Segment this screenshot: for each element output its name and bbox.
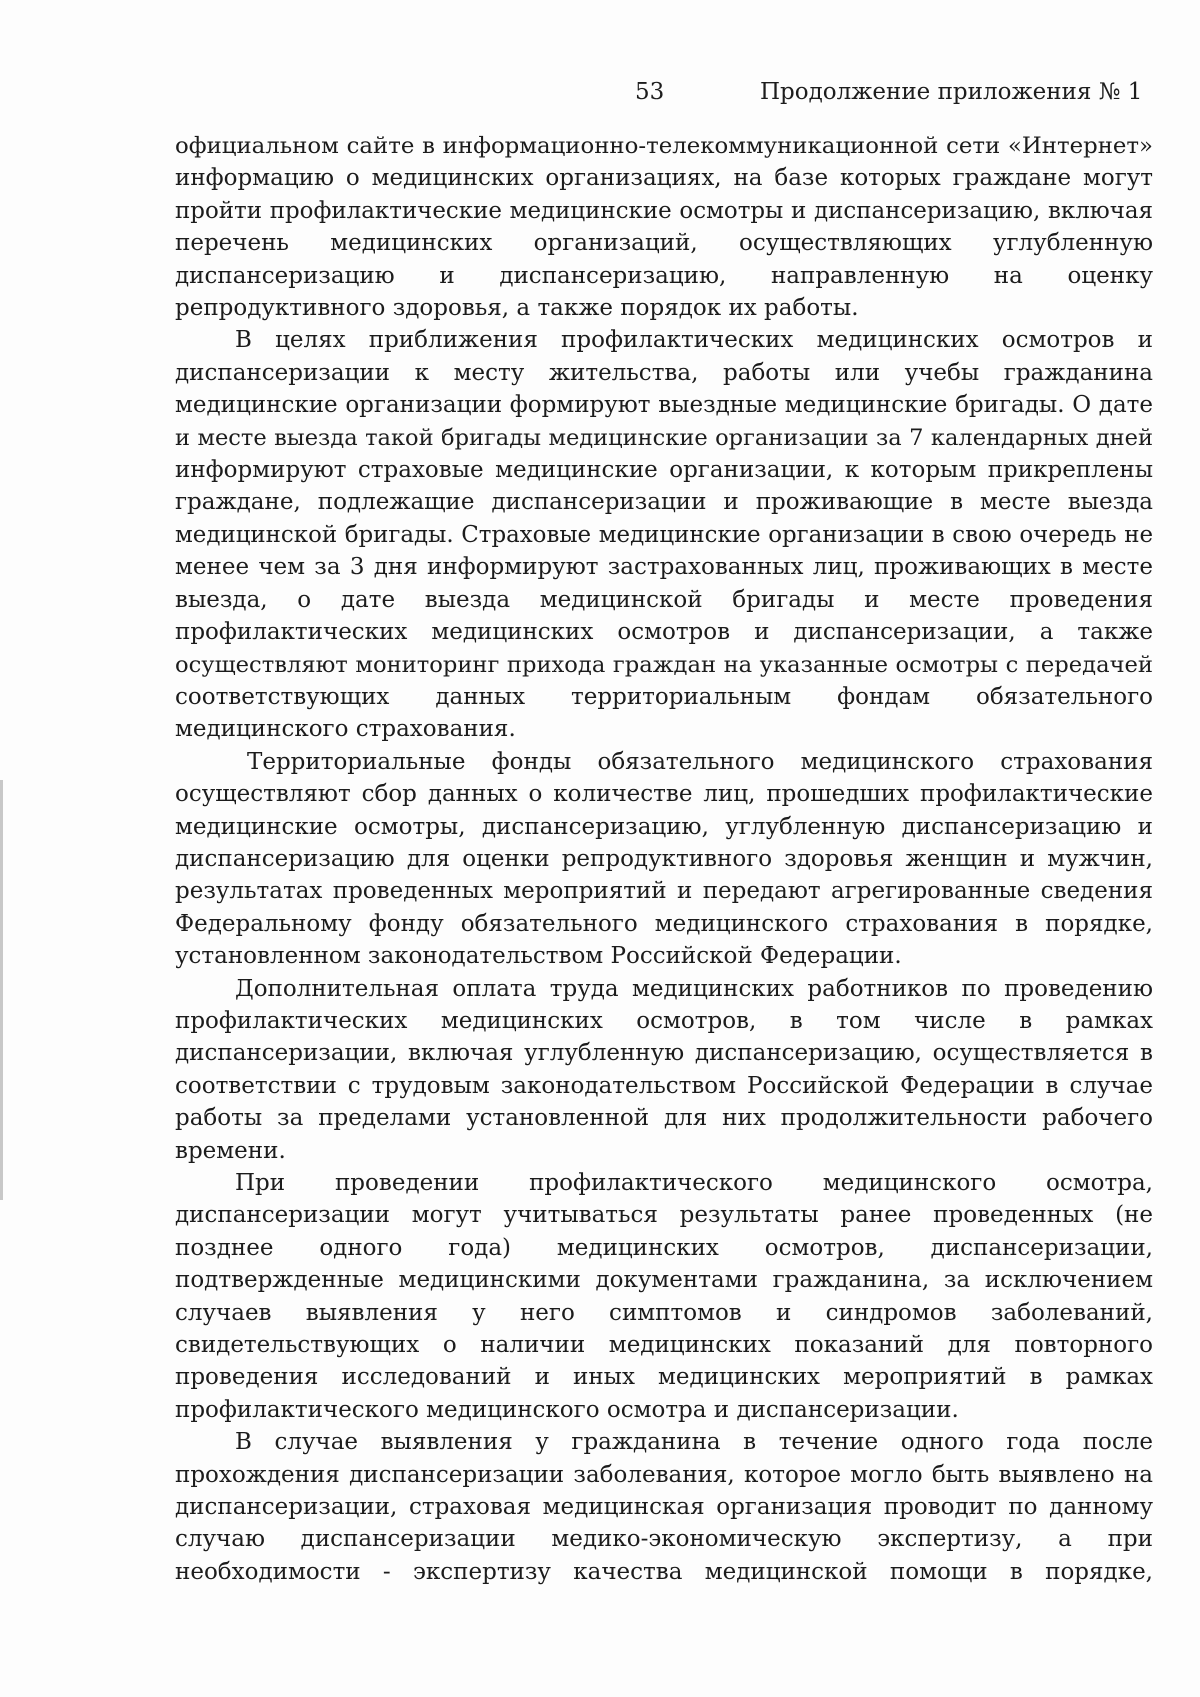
text-line: необходимости - экспертизу качества медицинской помощи в порядке, xyxy=(175,1558,1153,1585)
text-line: информируют страховые медицинские организации, к которым прикреплены xyxy=(175,457,1153,484)
text-line: соответствующих данных территориальным фондам обязательного xyxy=(175,683,1153,710)
text-line: диспансеризации, включая углубленную диспансеризацию, осуществляется в xyxy=(175,1040,1153,1067)
text-line: профилактического медицинского осмотра и диспансеризации. xyxy=(175,1396,959,1423)
paragraph xyxy=(175,130,1153,324)
text-line: профилактических медицинских осмотров, в том числе в рамках xyxy=(175,1007,1153,1034)
text-line: подтвержденные медицинскими документами гражданина, за исключением xyxy=(175,1267,1153,1294)
text-line: соответствии с трудовым законодательством Российской Федерации в случае xyxy=(175,1072,1153,1099)
text-line: выезда, о дате выезда медицинской бригады и месте проведения xyxy=(175,586,1153,613)
text-line: Территориальные фонды обязательного медицинского страхования xyxy=(247,748,1153,775)
text-line: диспансеризации могут учитываться результаты ранее проведенных (не xyxy=(175,1202,1153,1229)
text-line: В случае выявления у гражданина в течение одного года после xyxy=(235,1429,1153,1456)
text-line: перечень медицинских организаций, осуществляющих углубленную xyxy=(175,230,1153,257)
paragraph xyxy=(175,973,1153,1167)
text-line: Дополнительная оплата труда медицинских работников по проведению xyxy=(235,975,1153,1002)
text-line: диспансеризации к месту жительства, работы или учебы гражданина xyxy=(175,359,1153,386)
text-line: осуществляют сбор данных о количестве лиц, прошедших профилактические xyxy=(175,781,1153,808)
text-line: свидетельствующих о наличии медицинских показаний для повторного xyxy=(175,1332,1153,1359)
text-line: случаев выявления у него симптомов и синдромов заболеваний, xyxy=(175,1299,1153,1326)
text-line: диспансеризации, страховая медицинская организация проводит по данному xyxy=(175,1494,1153,1521)
text-line: и месте выезда такой бригады медицинские организации за 7 календарных дней xyxy=(175,424,1153,451)
page-number: 53 xyxy=(635,79,665,105)
text-line: информацию о медицинских организациях, на базе которых граждане могут xyxy=(175,165,1153,192)
text-line: Федеральному фонду обязательного медицинского страхования в порядке, xyxy=(175,910,1153,937)
text-line: менее чем за 3 дня информируют застрахованных лиц, проживающих в месте xyxy=(175,554,1153,581)
text-line: медицинской бригады. Страховые медицинские организации в свою очередь не xyxy=(175,521,1153,548)
document-body xyxy=(175,130,1153,1588)
text-line: диспансеризацию для оценки репродуктивного здоровья женщин и мужчин, xyxy=(175,845,1153,872)
text-line: При проведении профилактического медицинского осмотра, xyxy=(235,1170,1153,1196)
text-line: репродуктивного здоровья, а также порядок их работы. xyxy=(175,295,859,322)
text-line: позднее одного года) медицинских осмотров, диспансеризации, xyxy=(175,1234,1153,1261)
text-line: официальном сайте в информационно-телекоммуникационной сети «Интернет» xyxy=(175,133,1153,159)
scan-edge-shadow xyxy=(0,780,3,1200)
paragraph xyxy=(175,1167,1153,1426)
text-line: проведения исследований и иных медицинских мероприятий в рамках xyxy=(175,1364,1153,1391)
text-line: диспансеризацию и диспансеризацию, направленную на оценку xyxy=(175,262,1153,289)
paragraph xyxy=(175,746,1153,973)
text-line: случаю диспансеризации медико-экономическую экспертизу, а при xyxy=(175,1526,1153,1553)
text-line: осуществляют мониторинг прихода граждан на указанные осмотры с передачей xyxy=(175,651,1153,678)
paragraph xyxy=(175,1426,1153,1588)
text-line: пройти профилактические медицинские осмотры и диспансеризацию, включая xyxy=(175,197,1153,224)
text-line: граждане, подлежащие диспансеризации и проживающие в месте выезда xyxy=(175,489,1153,516)
text-line: работы за пределами установленной для них продолжительности рабочего xyxy=(175,1105,1153,1132)
appendix-continuation-label: Продолжение приложения № 1 xyxy=(760,79,1143,105)
paragraph xyxy=(175,324,1153,745)
text-line: профилактических медицинских осмотров и диспансеризации, а также xyxy=(175,619,1153,646)
text-line: медицинские организации формируют выездные медицинские бригады. О дате xyxy=(175,392,1153,419)
text-line: медицинского страхования. xyxy=(175,716,516,743)
text-line: В целях приближения профилактических медицинских осмотров и xyxy=(235,327,1153,354)
text-line: прохождения диспансеризации заболевания, которое могло быть выявлено на xyxy=(175,1461,1153,1488)
text-line: результатах проведенных мероприятий и передают агрегированные сведения xyxy=(175,878,1153,905)
text-line: времени. xyxy=(175,1137,286,1164)
text-line: медицинские осмотры, диспансеризацию, углубленную диспансеризацию и xyxy=(175,813,1153,840)
text-line: установленном законодательством Российской Федерации. xyxy=(175,943,902,970)
